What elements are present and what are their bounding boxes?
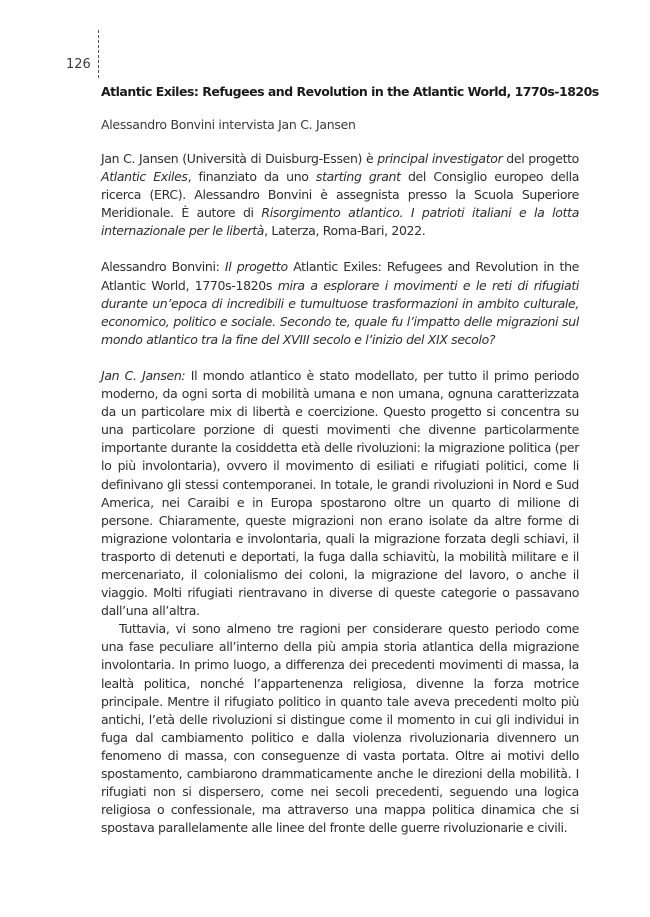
intro-italic-3: starting grant xyxy=(315,169,401,185)
intro-italic-1: principal investigator xyxy=(377,151,503,166)
intro-text-3: , finanziato da uno xyxy=(187,169,316,185)
article-body xyxy=(101,84,599,837)
intro-text-1: Jan C. Jansen (Università di Duisburg-Essen) è xyxy=(101,151,378,166)
intro-text-2: del progetto xyxy=(502,151,579,166)
question-paragraph xyxy=(101,258,579,348)
margin-rule xyxy=(98,30,99,78)
question-speaker: Alessandro Bonvini: xyxy=(101,259,225,275)
question-italic-2: mira a esplorare i movimenti e le reti di rifugiati durante un’epoca di incredibili e tumultuose trasformazioni in ambito culturale, economico, politico e sociale. Secondo te, quale fu l’impatto delle migrazioni sul mondo atlantico tra la fine del XVIII secolo e l’inizio del XIX secolo? xyxy=(101,277,579,347)
answer-paragraph-2: Tuttavia, vi sono almeno tre ragioni per considerare questo periodo come una fase peculiare all’interno della più ampia storia atlantica della migrazione involontaria. In primo luogo, a differenza dei precedenti movimenti di massa, la lealtà politica, nonché l’appartenenza religiosa, divenne la forza motrice principale. Mentre il rifugiato politico in quanto tale aveva precedenti molto più antichi, l’età delle rivoluzioni si distingue come il momento in cui gli individui in fuga dal cambiamento politico e dalla violenza rivoluzionaria divennero un fenomeno di massa, con conseguenze di vasta portata. Oltre ai motivi dello spostamento, cambiarono drammaticamente anche le direzioni della mobilità. I rifugiati non si dispersero, come nei secoli precedenti, seguendo una logica religiosa o confessionale, ma attraverso una mappa politica dinamica che si spostava parallelamente alle linee del fronte delle guerre rivoluzionarie e civili. xyxy=(101,621,579,836)
intro-text-4: del Consiglio europeo della ricerca (ERC). Alessandro Bonvini è assegnista presso la Scuola Superiore Meridionale. È autore di xyxy=(101,169,580,221)
article-title: Atlantic Exiles: Refugees and Revolution in the Atlantic World, 1770s-1820s xyxy=(101,84,599,99)
answer-speaker: Jan C. Jansen: xyxy=(101,367,186,383)
answer-paragraph-1 xyxy=(101,367,579,620)
intro-book-title: Risorgimento atlantico. I patrioti italiani e la lotta internazionale per le libertà xyxy=(101,205,580,239)
question-italic-1: Il progetto xyxy=(224,259,288,275)
article-byline: Alessandro Bonvini intervista Jan C. Jansen xyxy=(101,117,356,132)
question-project-title: Atlantic Exiles: Refugees and Revolution in the Atlantic World, 1770s-1820s xyxy=(101,259,579,293)
intro-paragraph xyxy=(101,150,579,240)
intro-italic-2: Atlantic Exiles xyxy=(101,169,188,185)
answer-text-1: Il mondo atlantico è stato modellato, per tutto il primo periodo moderno, da ogni sorta di mobilità umana e non umana, ognuna caratterizzata da un particolare mix di libertà e coercizione. Questo progetto si concentra su una particolare porzione di questi movimenti che divenne particolarmente importante durante la cosiddetta età delle rivoluzioni: la migrazione politica (per lo più involontaria), ovvero il movimento di esiliati e rifugiati politici, come li definivano gli stessi contemporanei. In totale, le grandi rivoluzioni in Nord e Sud America, nei Caraibi e in Europa spostarono oltre un quarto di milione di persone. Chiaramente, queste migrazioni non erano isolate da altre forme di migrazione volontaria e involontaria, quali la migrazione forzata degli schiavi, il trasporto di detenuti e deportati, la fuga dalla schiavitù, la mobilità militare e il mercenariato, il colonialismo dei coloni, la migrazione del lavoro, o anche il viaggio. Molti rifugiati rientravano in diverse di queste categorie o passavano dall’una all’altra. xyxy=(101,367,580,619)
page-number: 126 xyxy=(66,57,91,72)
intro-text-5: , Laterza, Roma-Bari, 2022. xyxy=(264,223,426,239)
